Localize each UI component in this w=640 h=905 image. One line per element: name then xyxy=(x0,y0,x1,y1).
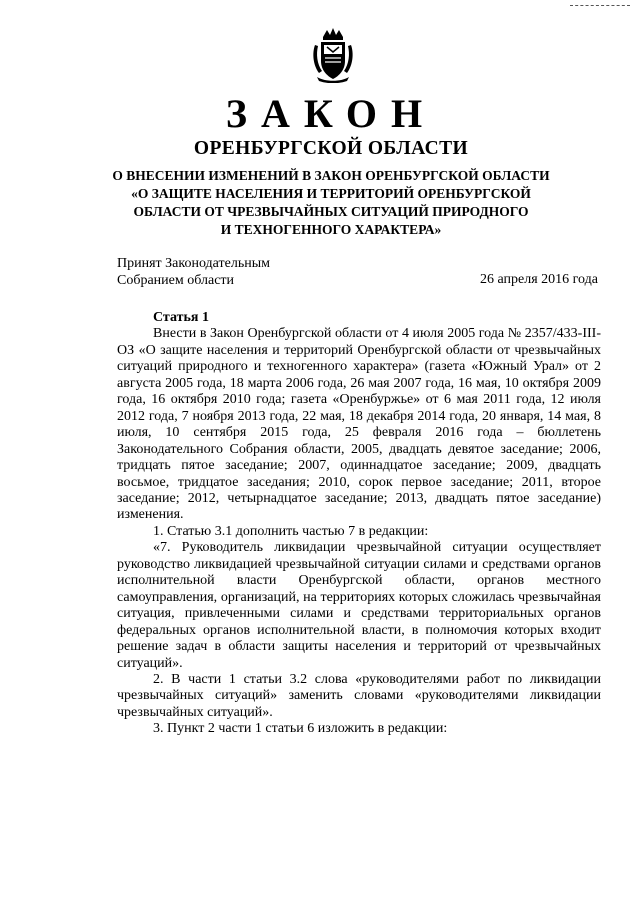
subtitle-line: О ВНЕСЕНИИ ИЗМЕНЕНИЙ В ЗАКОН ОРЕНБУРГСКОЙ ОБЛАСТИ xyxy=(112,168,550,183)
subtitle-line: «О ЗАЩИТЕ НАСЕЛЕНИЯ И ТЕРРИТОРИЙ ОРЕНБУРГСКОЙ xyxy=(131,186,531,201)
article-paragraph: 2. В части 1 статьи 3.2 слова «руководителями работ по ликвидации чрезвычайных ситуаций» заменить словами «руководителями ликвидации чрезвычайных ситуаций». xyxy=(117,671,601,720)
subtitle-line: ОБЛАСТИ ОТ ЧРЕЗВЫЧАЙНЫХ СИТУАЦИЙ ПРИРОДНОГО xyxy=(133,204,529,219)
subtitle-line: И ТЕХНОГЕННОГО ХАРАКТЕРА» xyxy=(220,222,442,237)
region-title: ОРЕНБУРГСКОЙ ОБЛАСТИ xyxy=(193,138,469,159)
adoption-note xyxy=(117,256,270,289)
law-title: ЗАКОН xyxy=(225,91,437,136)
article-paragraph: 1. Статью 3.1 дополнить частью 7 в редакции: xyxy=(153,523,429,539)
article-title: Статья 1 xyxy=(153,310,209,325)
adoption-line: Собранием области xyxy=(117,272,235,288)
law-subtitle xyxy=(96,167,566,239)
article-paragraph: 3. Пункт 2 части 1 статьи 6 изложить в редакции: xyxy=(153,721,448,737)
adoption-date: 26 апреля 2016 года xyxy=(480,272,598,287)
adoption-line: Принят Законодательным xyxy=(117,256,270,271)
article-paragraph: Внести в Закон Оренбургской области от 4 июля 2005 года № 2357/433-III-ОЗ «О защите населения и территорий Оренбургской области от чрезвычайных ситуаций природного и техногенного характера» (газета «Южный Урал» от 2 августа 2005 года, 18 марта 2006 года, 26 мая 2007 года, 16 мая, 10 октября 2009 года, 16 октября 2010 года; газета «Оренбуржье» от 6 мая 2011 года, 12 июля 2012 года, 7 ноября 2013 года, 22 мая, 18 декабря 2014 года, 20 января, 14 мая, 8 июля, 10 сентября 2015 года, 25 февраля 2016 года – бюллетень Законодательного Собрания области, 2005, двадцать девятое заседание; 2006, тридцать пятое заседание; 2007, одиннадцатое заседание; 2009, двадцать восьмое, тридцатое заседания; 2010, сорок первое заседание; 2011, второе заседание; 2012, четырнадцатое заседание; 2013, двадцать пятое заседание) изменения. xyxy=(117,326,601,523)
article-paragraph: «7. Руководитель ликвидации чрезвычайной ситуации осуществляет руководство ликвидацией чрезвычайной ситуации силами и средствами органов исполнительной власти Оренбургской области, органов местного самоуправления, организаций, на территориях которых сложилась чрезвычайная ситуация, привлеченными силами и средствами территориальных органов федеральных органов исполнительной власти, в полномочия которых входит решение задач в области защиты населения и территорий от чрезвычайных ситуаций». xyxy=(117,540,601,671)
article-body xyxy=(117,310,601,738)
scan-mark xyxy=(570,5,630,7)
coat-of-arms-icon xyxy=(311,27,355,83)
